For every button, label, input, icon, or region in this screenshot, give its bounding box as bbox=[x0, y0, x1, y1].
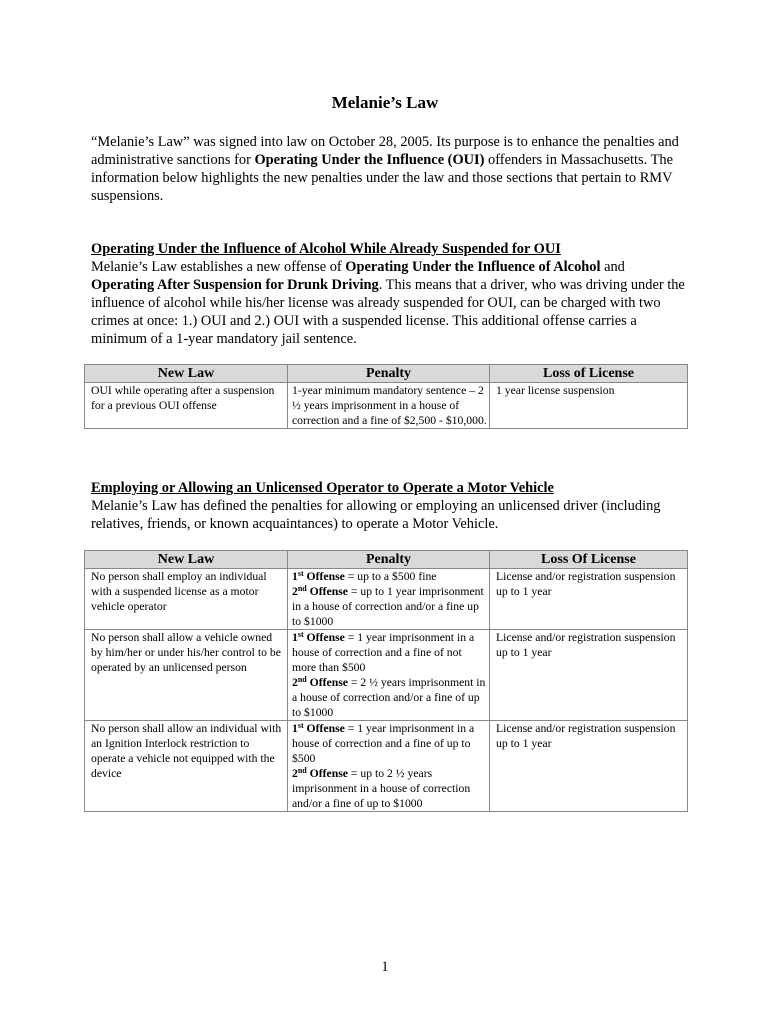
penalty-table-unlicensed bbox=[84, 550, 688, 812]
cell-penalty: 1st Offense = 1 year imprisonment in a house of correction and a fine of up to $500 2nd Offense = up to 2 ½ years imprisonment in a house of correction and/or a fine of up to $1000 bbox=[288, 721, 490, 812]
body-text-3: . This means that a driver, who was driving under the influence of alcohol while his/her license was already suspended for OUI, can be charged with two crimes at once: 1.) OUI and 2.) OUI with a suspended license. This additional offense carries a minimum of a 1-year mandatory jail sentence. bbox=[91, 277, 685, 347]
cell-penalty: 1-year minimum mandatory sentence – 2 ½ years imprisonment in a house of correction and a fine of $2,500 - $10,000. bbox=[288, 383, 490, 429]
header-penalty: Penalty bbox=[288, 365, 490, 383]
body-bold-1: Operating Under the Influence of Alcohol bbox=[345, 259, 601, 275]
header-loss-of-license: Loss of License bbox=[490, 365, 688, 383]
section-body: Melanie’s Law has defined the penalties for allowing or employing an unlicensed driver (including relatives, friends, or known acquaintances) to operate a Motor Vehicle. bbox=[91, 498, 661, 532]
header-penalty: Penalty bbox=[288, 551, 490, 569]
section-unlicensed-operator bbox=[91, 479, 691, 533]
cell-new-law: No person shall employ an individual with a suspended license as a motor vehicle operator bbox=[85, 569, 288, 630]
table-row bbox=[85, 383, 688, 429]
cell-penalty: 1st Offense = up to a $500 fine 2nd Offense = up to 1 year imprisonment in a house of correction and/or a fine up to $1000 bbox=[288, 569, 490, 630]
intro-bold-oui: Operating Under the Influence (OUI) bbox=[254, 152, 485, 168]
page-title: Melanie’s Law bbox=[331, 93, 439, 112]
body-text-1: Melanie’s Law establishes a new offense of bbox=[91, 259, 346, 275]
header-new-law: New Law bbox=[85, 365, 288, 383]
cell-new-law: No person shall allow an individual with an Ignition Interlock restriction to operate a vehicle not equipped with the device bbox=[85, 721, 288, 812]
cell-loss-of-license: License and/or registration suspension up to 1 year bbox=[490, 569, 688, 630]
body-bold-2: Operating After Suspension for Drunk Driving bbox=[91, 277, 379, 293]
intro-text-1: “Melanie’s Law” was signed into law on October 28, 2005. Its purpose is to enhance the penalties and administrative sanctions for bbox=[91, 134, 679, 168]
table-row bbox=[85, 721, 688, 812]
cell-loss-of-license: License and/or registration suspension up to 1 year bbox=[490, 630, 688, 721]
table-header-row bbox=[85, 551, 688, 569]
section-oui-suspended bbox=[91, 240, 691, 348]
page-number: 1 bbox=[381, 959, 389, 975]
header-new-law: New Law bbox=[85, 551, 288, 569]
header-loss-of-license: Loss Of License bbox=[490, 551, 688, 569]
penalty-table-oui bbox=[84, 364, 688, 429]
section-body bbox=[91, 258, 691, 348]
body-text-2: and bbox=[600, 259, 625, 275]
section-heading: Operating Under the Influence of Alcohol While Already Suspended for OUI bbox=[91, 241, 561, 257]
cell-new-law: No person shall allow a vehicle owned by him/her or under his/her control to be operated by an unlicensed person bbox=[85, 630, 288, 721]
intro-paragraph bbox=[91, 133, 691, 205]
table-row bbox=[85, 569, 688, 630]
table-header-row bbox=[85, 365, 688, 383]
cell-new-law: OUI while operating after a suspension for a previous OUI offense bbox=[85, 383, 288, 429]
intro-text-2: offenders in Massachusetts. The information below highlights the new penalties under the law and those sections that pertain to RMV suspensions. bbox=[91, 152, 673, 204]
cell-loss-of-license: License and/or registration suspension up to 1 year bbox=[490, 721, 688, 812]
section-heading: Employing or Allowing an Unlicensed Operator to Operate a Motor Vehicle bbox=[91, 480, 554, 496]
cell-loss-of-license: 1 year license suspension bbox=[490, 383, 688, 429]
cell-penalty: 1st Offense = 1 year imprisonment in a house of correction and a fine of not more than $500 2nd Offense = 2 ½ years imprisonment in a house of correction and/or a fine of up to $1000 bbox=[288, 630, 490, 721]
table-row bbox=[85, 630, 688, 721]
